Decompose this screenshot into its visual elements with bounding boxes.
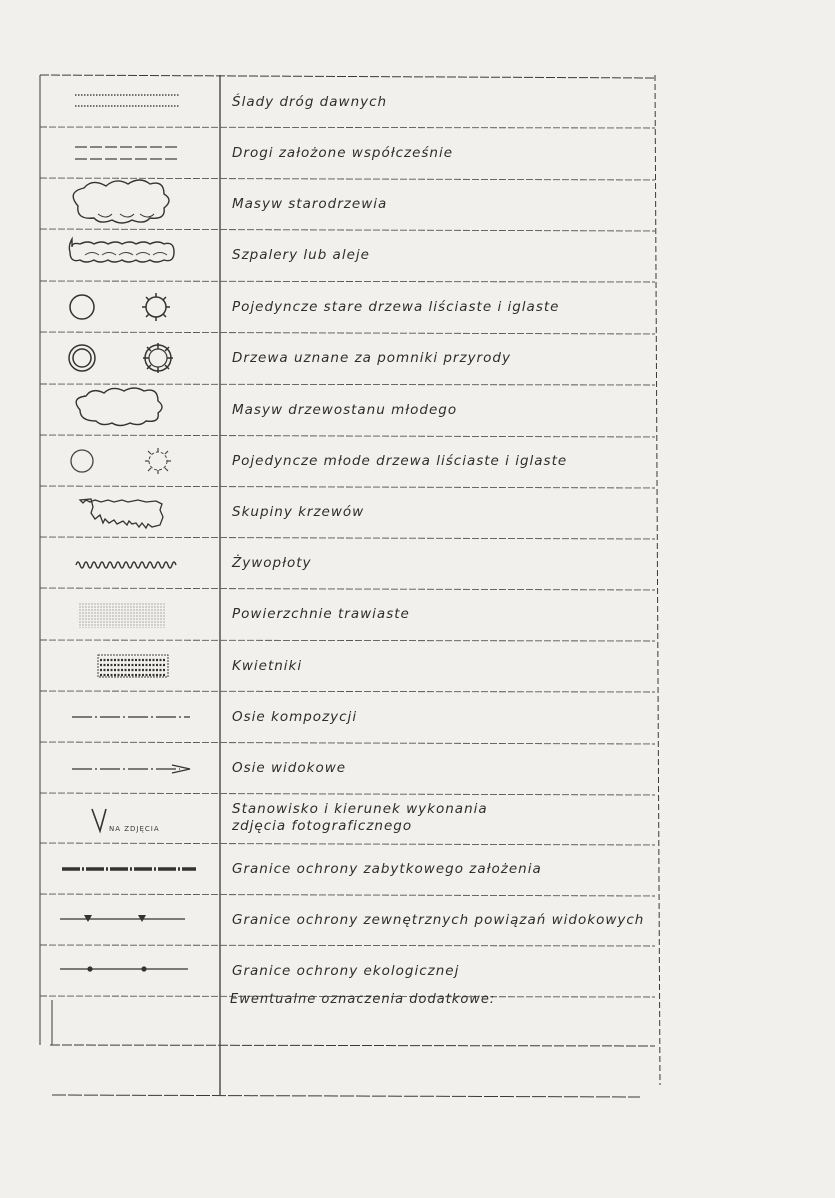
legend-row	[40, 229, 656, 281]
legend-row	[40, 127, 656, 178]
photo-position-symbol	[40, 793, 220, 843]
photo-symbol-text: NA ZDJĘCIA	[109, 825, 160, 833]
legend-row	[40, 588, 656, 640]
view-axis-symbol	[40, 742, 220, 793]
legend-label: Drogi założone współcześnie	[232, 144, 454, 161]
legend-label: Masyw starodrzewia	[232, 195, 388, 212]
legend-row	[40, 793, 656, 843]
legend-label: Masyw drzewostanu młodego	[232, 401, 458, 418]
legend-row	[40, 384, 656, 435]
young-tree-stand-symbol	[40, 384, 220, 435]
legend-row	[40, 537, 656, 588]
legend-row	[40, 640, 656, 691]
legend-label: Skupiny krzewów	[232, 503, 365, 520]
old-tree-stand-symbol	[40, 178, 220, 229]
legend-label	[230, 793, 656, 843]
natural-monument-trees-symbol	[40, 332, 220, 384]
legend-row	[40, 281, 656, 332]
legend-label: Pojedyncze młode drzewa liściaste i iglaste	[232, 452, 568, 469]
legend-label: Kwietniki	[232, 657, 303, 674]
legend-row	[40, 486, 656, 537]
legend-label-line: zdjęcia fotograficznego	[232, 818, 413, 834]
legend-row	[40, 435, 656, 486]
legend-label: Granice ochrony zewnętrznych powiązań widokowych	[232, 911, 645, 928]
legend-row	[40, 742, 656, 793]
alley-symbol	[40, 229, 220, 281]
legend-label: Drzewa uznane za pomniki przyrody	[232, 350, 511, 366]
legend-row	[40, 894, 656, 945]
legend-label: Ślady dróg dawnych	[232, 93, 388, 110]
ecological-boundary-symbol	[40, 945, 220, 996]
legend-label: Osie kompozycji	[232, 708, 358, 725]
legend-label: Szpalery lub aleje	[232, 247, 370, 263]
legend-label: Powierzchnie trawiaste	[232, 606, 410, 622]
legend-label: Żywopłoty	[232, 554, 312, 571]
legend-row	[40, 76, 656, 127]
monument-boundary-symbol	[40, 843, 220, 894]
single-young-trees-symbol	[40, 435, 220, 486]
legend-label: Granice ochrony ekologicznej	[232, 962, 460, 979]
legend-row	[40, 945, 656, 996]
legend-row	[40, 178, 656, 229]
shrub-group-symbol	[40, 486, 220, 537]
composition-axis-symbol	[40, 691, 220, 742]
legend-label-line: Stanowisko i kierunek wykonania	[232, 801, 488, 817]
modern-road-symbol	[40, 127, 220, 178]
additional-markings-label: Ewentualne oznaczenia dodatkowe:	[230, 992, 496, 1007]
hedge-symbol	[40, 537, 220, 588]
flower-bed-symbol	[40, 640, 220, 691]
legend-label: Osie widokowe	[232, 759, 347, 776]
legend-row	[40, 332, 656, 384]
legend-label: Granice ochrony zabytkowego założenia	[232, 860, 542, 877]
grass-surface-symbol	[40, 588, 220, 640]
legend-row	[40, 843, 656, 894]
single-old-trees-symbol	[40, 281, 220, 332]
view-links-boundary-symbol	[40, 894, 220, 945]
old-road-trace-symbol	[40, 76, 220, 127]
legend-label: Pojedyncze stare drzewa liściaste i iglaste	[232, 298, 560, 315]
legend-row	[40, 691, 656, 742]
